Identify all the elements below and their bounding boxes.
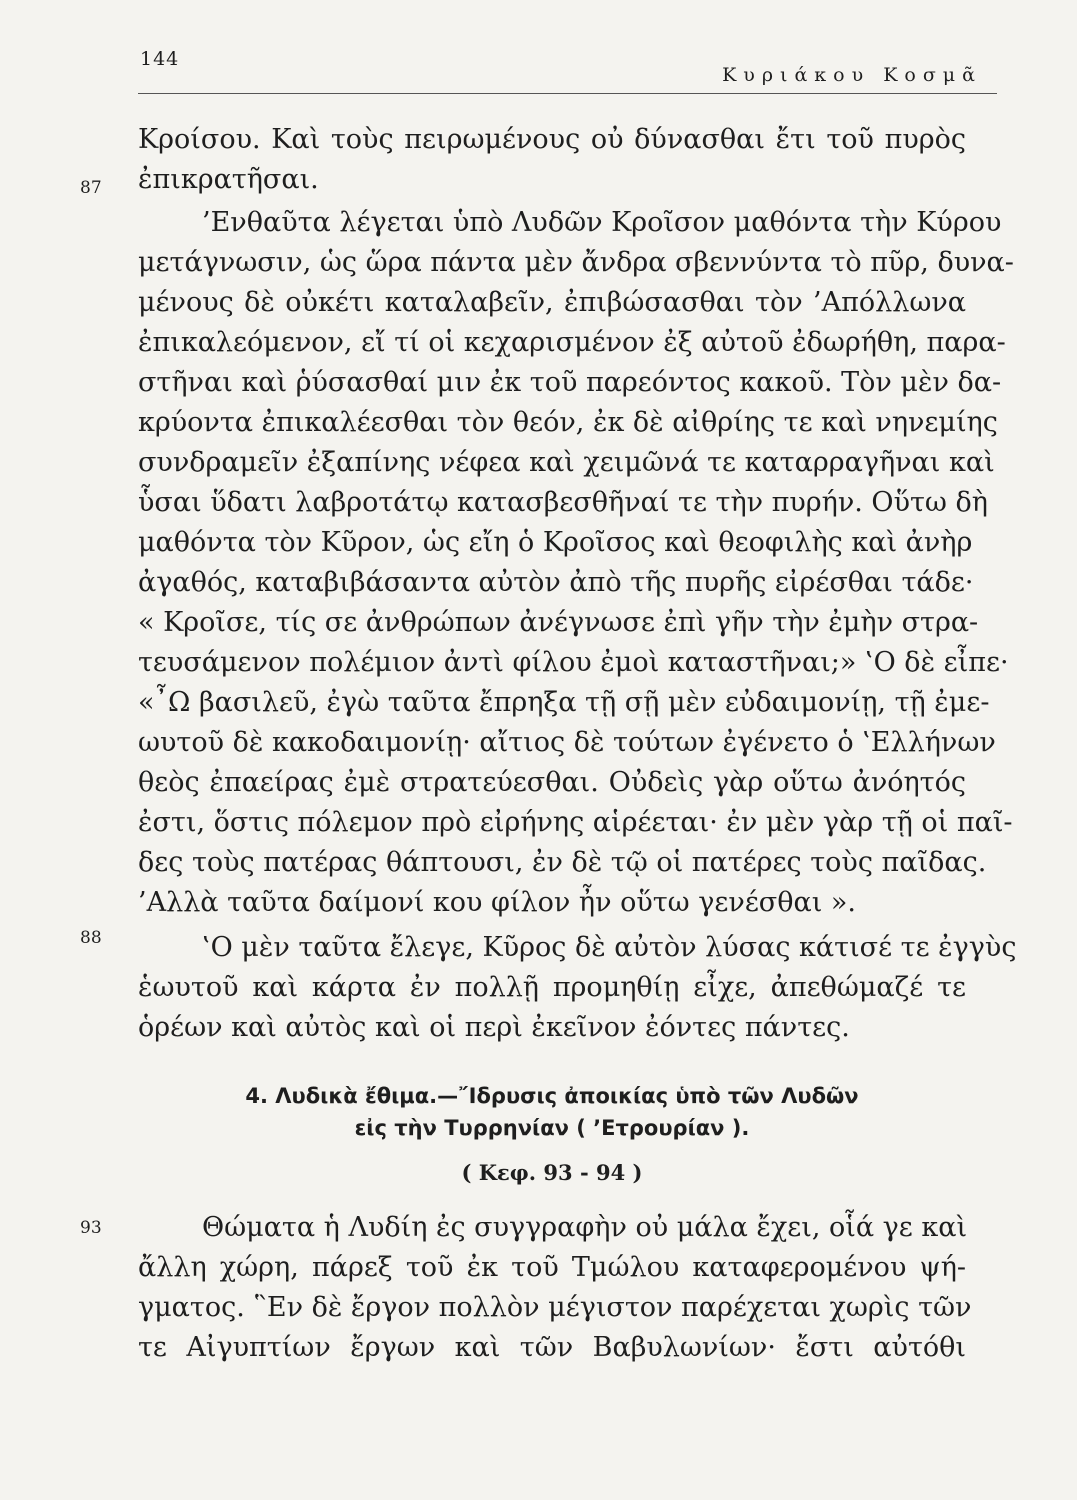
text-line: Κροίσου. Καὶ τοὺς πειρωμένους οὐ δύνασθαι ἔτι τοῦ πυρὸς	[138, 124, 966, 155]
text-line: κρύοντα ἐπικαλέεσθαι τὸν θεόν, ἐκ δὲ αἰθρίης τε καὶ νηνεμίης	[138, 407, 998, 438]
text-line: τευσάμενον πολέμιον ἀντὶ φίλου ἐμοὶ καταστῆναι;» ‛Ο δὲ εἶπε·	[138, 647, 1009, 678]
text-line: ’Αλλὰ ταῦτα δαίμονί κου φίλον ἦν οὕτω γενέσθαι ».	[138, 887, 856, 918]
text-line: ἑωυτοῦ καὶ κάρτα ἐν πολλῇ προμηθίῃ εἶχε, ἀπεθώμαζέ τε	[138, 972, 966, 1003]
text-line: μετάγνωσιν, ὡς ὥρα πάντα μὲν ἄνδρα σβεννύντα τὸ πῦρ, δυνα-	[138, 247, 1014, 278]
text-line: ἐπικρατῆσαι.	[138, 164, 319, 195]
section-heading-line-1: 4. Λυδικὰ ἔθιμα.—῎Ιδρυσις ἀποικίας ὑπὸ τῶν Λυδῶν	[245, 1084, 859, 1108]
text-line: μένους δὲ οὐκέτι καταλαβεῖν, ἐπιβώσασθαι τὸν ’Απόλλωνα	[138, 287, 966, 318]
text-line: ἐστι, ὅστις πόλεμον πρὸ εἰρήνης αἱρέεται· ἐν μὲν γὰρ τῇ οἱ παῖ-	[138, 807, 1013, 838]
running-title: Κυριάκου Κοσμᾶ	[722, 64, 982, 86]
text-line: στῆναι καὶ ῥύσασθαί μιν ἐκ τοῦ παρεόντος κακοῦ. Τὸν μὲν δα-	[138, 367, 1002, 398]
margin-number-93: 93	[80, 1218, 102, 1238]
continuation-paragraph	[138, 120, 966, 200]
text-line: ἀγαθός, καταβιβάσαντα αὐτὸν ἀπὸ τῆς πυρῆς εἰρέσθαι τάδε·	[138, 567, 974, 598]
text-line: ’Ενθαῦτα λέγεται ὑπὸ Λυδῶν Κροῖσον μαθόντα τὴν Κύρου	[202, 207, 1002, 238]
text-line: ‛Ο μὲν ταῦτα ἔλεγε, Κῦρος δὲ αὐτὸν λύσας κάτισέ τε ἐγγὺς	[202, 932, 1017, 963]
margin-number-87: 87	[80, 178, 102, 198]
text-line: «῏Ω βασιλεῦ, ἐγὼ ταῦτα ἔπρηξα τῇ σῇ μὲν εὐδαιμονίῃ, τῇ ἐμε-	[138, 687, 990, 718]
text-line: ωυτοῦ δὲ κακοδαιμονίῃ· αἴτιος δὲ τούτων ἐγένετο ὁ ‛Ελλήνων	[138, 727, 996, 758]
text-line: ἐπικαλεόμενον, εἴ τί οἱ κεχαρισμένον ἐξ αὐτοῦ ἐδωρήθη, παρα-	[138, 327, 1006, 358]
text-line: γματος. ῝Εν δὲ ἔργον πολλὸν μέγιστον παρέχεται χωρὶς τῶν	[138, 1292, 972, 1323]
text-line: συνδραμεῖν ἐξαπίνης νέφεα καὶ χειμῶνά τε καταρραγῆναι καὶ	[138, 447, 995, 478]
page-number: 144	[140, 48, 180, 70]
header-rule	[138, 93, 997, 94]
text-line: δες τοὺς πατέρας θάπτουσι, ἐν δὲ τῷ οἱ πατέρες τοὺς παῖδας.	[138, 847, 987, 878]
section-heading	[138, 1080, 966, 1144]
text-line: Θώματα ἡ Λυδίη ἐς συγγραφὴν οὐ μάλα ἔχει, οἷά γε καὶ	[202, 1212, 968, 1243]
text-line: τε Αἰγυπτίων ἔργων καὶ τῶν Βαβυλωνίων· ἔστι αὐτόθι	[138, 1332, 966, 1363]
text-line: ὁρέων καὶ αὐτὸς καὶ οἱ περὶ ἐκεῖνον ἐόντες πάντες.	[138, 1012, 850, 1043]
paragraph-87	[138, 203, 1014, 923]
section-heading-line-2: εἰς τὴν Τυρρηνίαν ( ’Ετρουρίαν ).	[354, 1116, 750, 1140]
text-line: μαθόντα τὸν Κῦρον, ὡς εἴη ὁ Κροῖσος καὶ θεοφιλὴς καὶ ἀνὴρ	[138, 527, 973, 558]
text-line: ὗσαι ὕδατι λαβροτάτῳ κατασβεσθῆναί τε τὴν πυρήν. Οὕτω δὴ	[138, 487, 988, 518]
text-line: ἄλλη χώρη, πάρεξ τοῦ ἐκ τοῦ Τμώλου καταφερομένου ψή-	[138, 1252, 966, 1283]
margin-number-88: 88	[80, 928, 102, 948]
paragraph-88	[138, 928, 1017, 1048]
text-line: θεὸς ἐπαείρας ἐμὲ στρατεύεσθαι. Οὐδεὶς γὰρ οὕτω ἀνόητός	[138, 767, 966, 798]
paragraph-93	[138, 1208, 972, 1368]
chapter-reference: ( Κεφ. 93 - 94 )	[461, 1160, 643, 1185]
text-line: « Κροῖσε, τίς σε ἀνθρώπων ἀνέγνωσε ἐπὶ γῆν τὴν ἐμὴν στρα-	[138, 607, 979, 638]
